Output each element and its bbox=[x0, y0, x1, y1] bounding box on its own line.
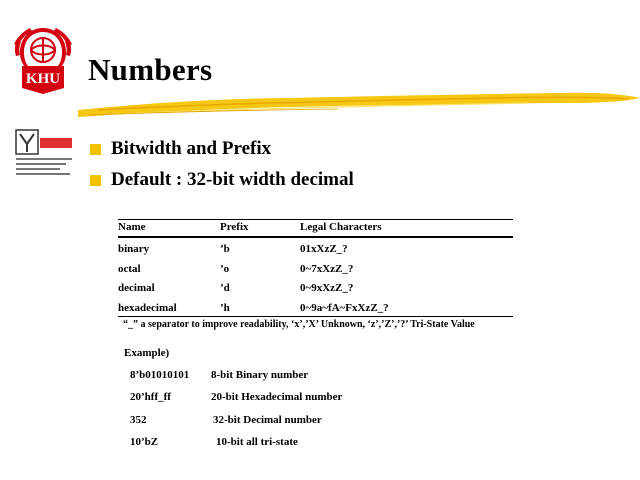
example-heading: Example) bbox=[124, 347, 170, 359]
bullet-text: Bitwidth and Prefix bbox=[111, 138, 272, 159]
example-description: 8-bit Binary number bbox=[211, 369, 309, 381]
example-code: 20’hff_ff bbox=[130, 391, 171, 403]
example-description: 10-bit all tri-state bbox=[216, 436, 298, 448]
cell-name: octal bbox=[118, 262, 141, 275]
cell-name: binary bbox=[118, 243, 150, 255]
lab-emblem bbox=[14, 128, 76, 186]
example-description: 20-bit Hexadecimal number bbox=[211, 391, 343, 403]
bullet-item bbox=[90, 169, 354, 200]
slide-title: Numbers bbox=[88, 52, 213, 87]
table-row bbox=[118, 238, 513, 258]
table-header bbox=[118, 219, 513, 238]
example-description: 32-bit Decimal number bbox=[213, 414, 322, 426]
table-row bbox=[118, 297, 513, 318]
brush-stroke-divider bbox=[78, 88, 640, 124]
table-row bbox=[118, 258, 513, 278]
cell-legal-characters: 0~9a~fA~FxXzZ_? bbox=[300, 301, 389, 314]
table-row bbox=[118, 277, 513, 297]
example-code: 8’b01010101 bbox=[130, 369, 190, 381]
cell-legal-characters: 01xXzZ_? bbox=[300, 243, 348, 255]
header-prefix: Prefix bbox=[220, 221, 249, 233]
example-code: 352 bbox=[130, 414, 147, 426]
cell-prefix: ’h bbox=[220, 301, 230, 314]
table-footnote: “_” a separator to improve readability, ‘x’,’X’ Unknown, ‘z’,’Z’,’?’ Tri-State Value bbox=[123, 319, 475, 330]
cell-prefix: ’b bbox=[220, 243, 230, 255]
header-name: Name bbox=[118, 221, 146, 233]
cell-name: hexadecimal bbox=[118, 301, 177, 314]
bullet-list bbox=[90, 138, 354, 200]
cell-prefix: ’d bbox=[220, 282, 230, 294]
prefix-table bbox=[118, 219, 513, 317]
bullet-item bbox=[90, 138, 354, 169]
cell-prefix: ’o bbox=[220, 262, 230, 275]
cell-name: decimal bbox=[118, 282, 155, 294]
header-legal-characters: Legal Characters bbox=[300, 221, 382, 233]
example-code: 10’bZ bbox=[130, 436, 159, 448]
cell-legal-characters: 0~7xXzZ_? bbox=[300, 262, 354, 275]
logo-text: KHU bbox=[25, 71, 61, 87]
cell-legal-characters: 0~9xXzZ_? bbox=[300, 282, 354, 294]
bullet-square-icon bbox=[90, 175, 101, 186]
bullet-text: Default : 32-bit width decimal bbox=[111, 169, 354, 190]
bullet-square-icon bbox=[90, 144, 101, 155]
university-logo bbox=[8, 22, 78, 96]
